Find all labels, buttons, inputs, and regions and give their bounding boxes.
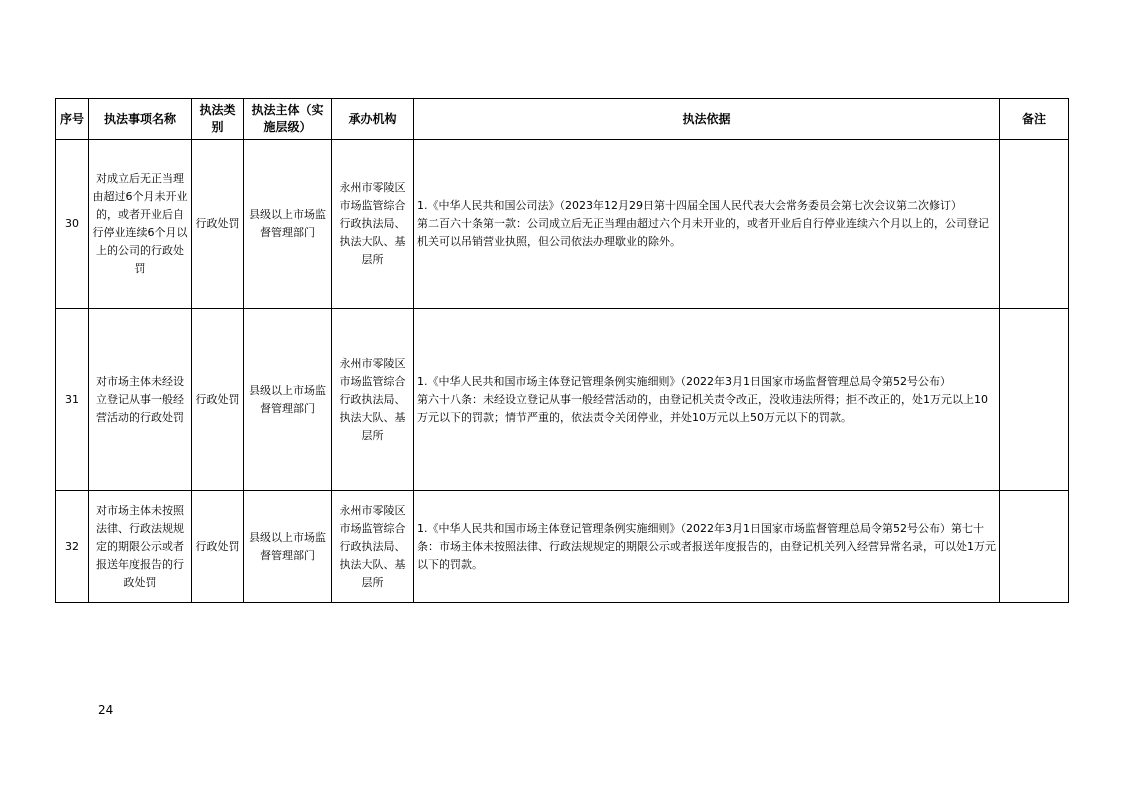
header-name: 执法事项名称 <box>89 99 192 140</box>
row-seq: 31 <box>56 309 89 491</box>
table-row <box>56 140 1069 309</box>
row-remark <box>1000 140 1069 309</box>
header-category: 执法类别 <box>192 99 244 140</box>
row-remark <box>1000 491 1069 603</box>
row-agency: 永州市零陵区市场监管综合行政执法局、执法大队、基层所 <box>332 309 414 491</box>
row-seq: 32 <box>56 491 89 603</box>
basis-title: 1.《中华人民共和国公司法》（2023年12月29日第十四届全国人民代表大会常务委员会第七次会议第二次修订） <box>417 199 962 212</box>
row-basis <box>414 491 1000 603</box>
row-subject: 县级以上市场监督管理部门 <box>244 309 332 491</box>
row-name: 对市场主体未经设立登记从事一般经营活动的行政处罚 <box>89 309 192 491</box>
row-basis <box>414 309 1000 491</box>
page-number: 24 <box>98 703 114 717</box>
header-remark: 备注 <box>1000 99 1069 140</box>
table-row <box>56 309 1069 491</box>
header-basis: 执法依据 <box>414 99 1000 140</box>
basis-title: 1.《中华人民共和国市场主体登记管理条例实施细则》（2022年3月1日国家市场监督管理总局令第52号公布）第七十条：市场主体未按照法律、行政法规规定的期限公示或者报送年度报告的，由登记机关列入经营异常名录，可以处1万元以下的罚款。 <box>417 521 996 571</box>
header-seq: 序号 <box>56 99 89 140</box>
row-category: 行政处罚 <box>192 491 244 603</box>
row-agency: 永州市零陵区市场监管综合行政执法局、执法大队、基层所 <box>332 140 414 309</box>
row-name: 对市场主体未按照法律、行政法规规定的期限公示或者报送年度报告的行政处罚 <box>89 491 192 603</box>
row-agency: 永州市零陵区市场监管综合行政执法局、执法大队、基层所 <box>332 491 414 603</box>
row-remark <box>1000 309 1069 491</box>
header-subject: 执法主体（实施层级） <box>244 99 332 140</box>
row-subject: 县级以上市场监督管理部门 <box>244 491 332 603</box>
row-subject: 县级以上市场监督管理部门 <box>244 140 332 309</box>
row-basis <box>414 140 1000 309</box>
basis-body: 第六十八条：未经设立登记从事一般经营活动的，由登记机关责令改正，没收违法所得；拒不改正的，处1万元以上10万元以下的罚款；情节严重的，依法责令关闭停业，并处10万元以上50万元以下的罚款。 <box>417 392 988 424</box>
row-category: 行政处罚 <box>192 140 244 309</box>
row-name: 对成立后无正当理由超过6个月未开业的，或者开业后自行停业连续6个月以上的公司的行政处罚 <box>89 140 192 309</box>
table-header-row <box>56 99 1069 140</box>
row-seq: 30 <box>56 140 89 309</box>
row-category: 行政处罚 <box>192 309 244 491</box>
header-agency: 承办机构 <box>332 99 414 140</box>
law-enforcement-table <box>55 98 1069 603</box>
table-row <box>56 491 1069 603</box>
basis-title: 1.《中华人民共和国市场主体登记管理条例实施细则》（2022年3月1日国家市场监督管理总局令第52号公布） <box>417 374 951 388</box>
basis-body: 第二百六十条第一款：公司成立后无正当理由超过六个月未开业的，或者开业后自行停业连续六个月以上的，公司登记机关可以吊销营业执照，但公司依法办理歇业的除外。 <box>417 217 989 248</box>
